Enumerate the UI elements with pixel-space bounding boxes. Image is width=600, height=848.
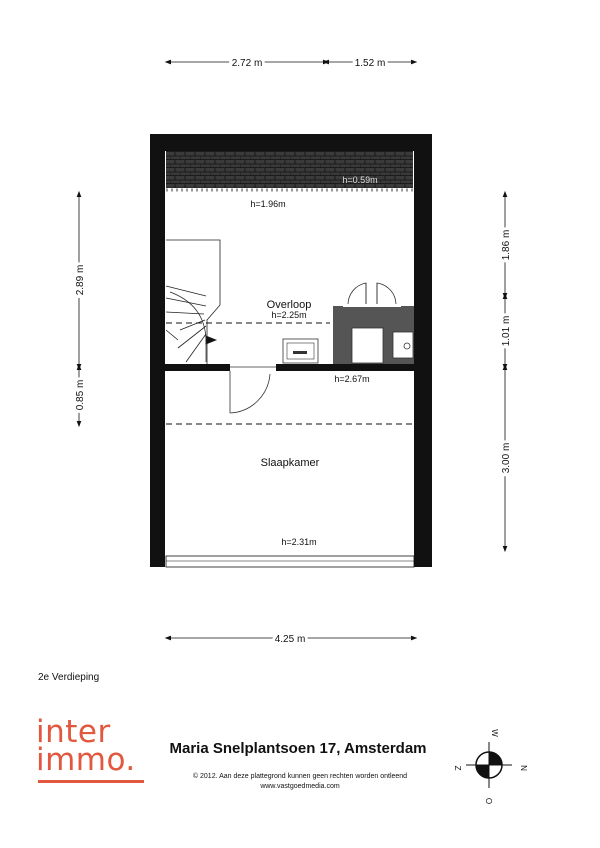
copyright: © 2012. Aan deze plattegrond kunnen geen rechten worden ontleend (192, 773, 408, 780)
sink-unit (283, 339, 318, 363)
height-roof: h=0.59m (342, 175, 378, 185)
dim-bottom: 4.25 m (274, 634, 306, 645)
dim-right-upper: 1.86 m (501, 229, 512, 261)
dim-top-right: 1.52 m (354, 58, 386, 69)
brand-line1: inter (36, 714, 111, 750)
room-slaapkamer: Slaapkamer (260, 457, 320, 469)
staircase (166, 240, 220, 364)
bathroom-block (333, 283, 414, 364)
floor-label: 2e Verdieping (38, 672, 100, 683)
height-bedroom: h=2.31m (281, 537, 317, 547)
height-landing: h=2.67m (334, 374, 370, 384)
website: www.vastgoedmedia.com (260, 783, 340, 790)
address: Maria Snelplantsoen 17, Amsterdam (169, 740, 427, 757)
height-upper: h=1.96m (250, 199, 286, 209)
compass-z: Z (453, 765, 462, 771)
dim-left-upper: 2.89 m (75, 264, 86, 296)
compass (453, 729, 528, 804)
room-overloop: Overloop (266, 299, 312, 311)
copyright-block (160, 772, 440, 792)
door (230, 367, 276, 413)
dim-left-lower: 0.85 m (75, 379, 86, 411)
dim-right-lower: 3.00 m (501, 442, 512, 474)
brand-logo (36, 714, 156, 778)
dim-right-middle: 1.01 m (501, 315, 512, 347)
brand-underline (38, 780, 144, 783)
brand-line2: immo. (36, 742, 136, 778)
compass-n: N (519, 765, 528, 771)
compass-o: O (484, 797, 493, 805)
window-bottom (166, 556, 414, 567)
dim-top-left: 2.72 m (231, 58, 263, 69)
height-overloop: h=2.25m (271, 310, 307, 320)
compass-w: W (490, 729, 499, 737)
